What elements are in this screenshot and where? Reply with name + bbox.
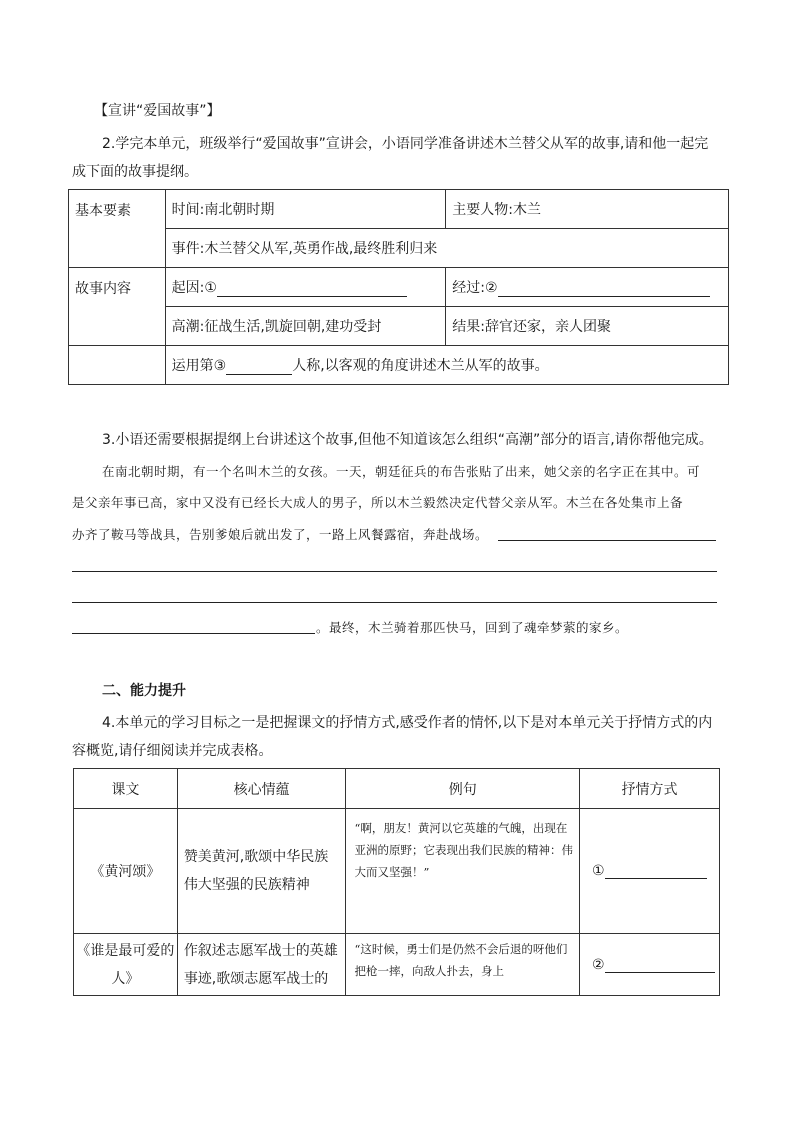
narrative-person-prefix: 运用第③ — [171, 358, 227, 374]
header-example: 例句 — [346, 769, 580, 809]
cause-answer-blank[interactable] — [217, 282, 407, 297]
event-cell: 事件:木兰替父从军,英勇作战,最终胜利归来 — [165, 229, 728, 268]
question-4-line-2: 容概览,请仔细阅读并完成表格。 — [72, 743, 273, 759]
row-1-text: 《黄河颂》 — [74, 809, 178, 934]
story-ending: 。最终，木兰骑着那匹快马，回到了魂牵梦萦的家乡。 — [316, 620, 629, 635]
result-cell: 结果:辞官还家，亲人团聚 — [446, 307, 729, 346]
process-answer-blank[interactable] — [498, 282, 710, 297]
question-2-line-2: 成下面的故事提纲。 — [72, 164, 198, 180]
header-method: 抒情方式 — [580, 769, 720, 809]
story-line-2: 是父亲年事已高，家中又没有已经长大成人的男子，所以木兰毅然决定代替父亲从军。木兰在各处集市上备 — [72, 495, 684, 510]
row-2-method-cell — [580, 934, 720, 996]
row-2-example: “这时候，勇士们是仍然不会后退的呀他们把枪一摔，向敌人扑去，身上 — [346, 934, 580, 996]
story-answer-line-2[interactable] — [72, 571, 717, 572]
story-answer-line-4[interactable] — [72, 633, 315, 634]
row-1-method-cell — [580, 809, 720, 934]
section-heading-propaganda: 【宣讲“爱国故事”】 — [94, 103, 221, 119]
narrative-person-blank[interactable] — [226, 360, 292, 375]
story-line-3: 办齐了鞍马等战具，告别爹娘后就出发了，一路上风餐露宿，奔赴战场。 — [72, 527, 489, 542]
process-cell — [446, 268, 729, 307]
main-person-cell: 主要人物:木兰 — [446, 190, 729, 229]
narrative-person-suffix: 人称,以客观的角度讲述木兰从军的故事。 — [292, 358, 549, 374]
lyric-method-table — [73, 768, 720, 996]
empty-label-cell — [69, 346, 166, 385]
story-answer-line-1[interactable] — [498, 540, 716, 541]
row-2-method-label: ② — [592, 956, 605, 973]
basic-elements-label: 基本要素 — [69, 190, 166, 268]
story-line-1: 在南北朝时期，有一个名叫木兰的女孩。一天，朝廷征兵的布告张贴了出来，她父亲的名字正在其中。可 — [102, 464, 701, 479]
header-core: 核心情蕴 — [177, 769, 346, 809]
story-content-label: 故事内容 — [69, 268, 166, 346]
cause-label: 起因:① — [171, 280, 217, 296]
question-2-line-1: 2.学完本单元，班级举行“爱国故事”宣讲会，小语同学准备讲述木兰替父从军的故事,请和他一起完 — [102, 136, 709, 152]
question-4-line-1: 4.本单元的学习目标之一是把握课文的抒情方式,感受作者的情怀,以下是对本单元关于抒情方式的内 — [102, 715, 713, 731]
row-2-core: 作叙述志愿军战士的英雄事迹,歌颂志愿军战士的 — [177, 934, 346, 996]
story-answer-line-3[interactable] — [72, 602, 717, 603]
question-3-prompt: 3.小语还需要根据提纲上台讲述这个故事,但他不知道该怎么组织“高潮”部分的语言,请你帮他完成。 — [102, 432, 713, 448]
row-1-core: 赞美黄河,歌颂中华民族伟大坚强的民族精神 — [177, 809, 346, 934]
climax-cell: 高潮:征战生活,凯旋回朝,建功受封 — [165, 307, 446, 346]
row-2-method-blank[interactable] — [605, 958, 715, 973]
story-outline-table — [68, 189, 729, 385]
row-1-method-blank[interactable] — [605, 864, 707, 879]
row-1-example: “啊，朋友！黄河以它英雄的气魄，出现在亚洲的原野；它表现出我们民族的精神：伟大而又坚强！” — [346, 809, 580, 934]
header-text: 课文 — [74, 769, 178, 809]
narrative-person-cell — [165, 346, 728, 385]
row-1-method-label: ① — [592, 863, 605, 879]
cause-cell — [165, 268, 446, 307]
process-label: 经过:② — [452, 280, 498, 296]
section-2-heading: 二、能力提升 — [102, 683, 186, 699]
row-2-text: 《谁是最可爱的人》 — [74, 934, 178, 996]
time-cell: 时间:南北朝时期 — [165, 190, 446, 229]
